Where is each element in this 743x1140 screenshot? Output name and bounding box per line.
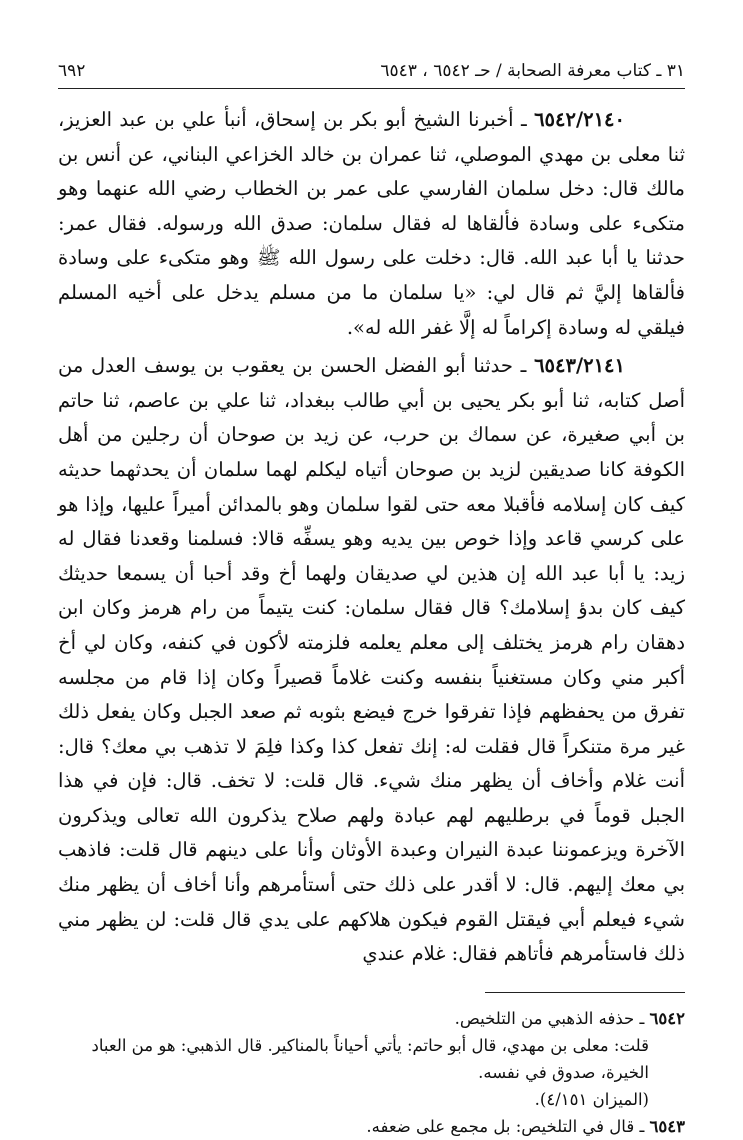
hadith-paragraph: [58, 103, 685, 345]
footnote-number: ٦٥٤٢: [649, 1008, 685, 1028]
page-number: ٦٩٢: [58, 61, 86, 81]
main-text: [58, 103, 685, 972]
footnote-line: [58, 1005, 685, 1032]
running-title: ٣١ ـ كتاب معرفة الصحابة / حـ ٦٥٤٢ ، ٦٥٤٣: [380, 61, 685, 81]
hadith-number: ٦٥٤٣/٢١٤١: [534, 354, 625, 378]
footnote-text: ـ حذفه الذهبي من التلخيص.: [454, 1008, 650, 1028]
footnote-divider: [485, 992, 685, 993]
footnote-citation: (الميزان ٤/١٥١).: [534, 1089, 649, 1109]
footnote-line: قلت: معلى بن مهدي، قال أبو حاتم: يأتي أحياناً بالمناكير. قال الذهبي: هو من العباد الخيرة، صدوق في نفسه.: [91, 1035, 649, 1082]
footnote-line: [58, 1113, 685, 1140]
page-header: [58, 58, 685, 89]
book-page: [58, 58, 685, 1136]
hadith-text: ـ حدثنا أبو الفضل الحسن بن يعقوب بن يوسف العدل من أصل كتابه، ثنا أبو بكر يحيى بن أبي طالب ببغداد، ثنا علي بن عاصم، ثنا حاتم بن أبي صغيرة، عن سماك بن حرب، عن زيد بن صوحان أن رجلين من أهل الكوفة كانا صديقين لزيد بن صوحان أتياه ليكلم لهما سلمان أن يحدثهما حديثه كيف كان إسلامه فأقبلا معه حتى لقوا سلمان وهو بالمدائن أميراً عليها، وإذا هو على كرسي قاعد وإذا خوص بين يديه وهو يسفِّه قالا: فسلمنا وقعدنا فقال له زيد: يا أبا عبد الله إن هذين لي صديقان ولهما أخ وقد أحبا أن يسمعا حديثك كيف كان بدؤ إسلامك؟ قال فقال سلمان: كنت يتيماً من رام هرمز وكان ابن دهقان رام هرمز يختلف إلى معلم يعلمه فلزمته لأكون في كنفه، وكان لي أخ أكبر مني وكان مستغنياً بنفسه وكنت غلاماً قصيراً وكان إذا قام من مجلسه تفرق من يحفظهم فإذا تفرقوا خرج فيضع بثوبه ثم صعد الجبل وكان يفعل ذلك غير مرة متنكراً قال فقلت له: إنك تفعل كذا وكذا فلِمَ لا تذهب بي معك؟ قال: أنت غلام وأخاف أن يظهر منك شيء. قال قلت: لا تخف. قال: فإن في هذا الجبل قوماً في برطليهم لهم عبادة ولهم صلاح يذكرون الله تعالى ويذكرون الآخرة ويزعموننا عبدة النيران وعبدة الأوثان وأنا على دينهم قال قلت: فاذهب بي معك إليهم. قال: لا أقدر على ذلك حتى أستأمرهم وأنا أخاف أن يظهر منك شيء فيعلم أبي فيقتل القوم فيكون هلاكهم على يدي قال قلت: لن يظهر مني ذلك فاستأمرهم فأتاهم فقال: غلام عندي: [58, 354, 685, 966]
footnote-text: ـ قال في التلخيص: بل مجمع على ضعفه.: [366, 1116, 650, 1136]
footnote-number: ٦٥٤٣: [649, 1116, 685, 1136]
hadith-text: ـ أخبرنا الشيخ أبو بكر بن إسحاق، أنبأ علي بن عبد العزيز، ثنا معلى بن مهدي الموصلي، ثنا عمران بن خالد الخزاعي البناني، عن أنس بن مالك قال: دخل سلمان الفارسي على عمر بن الخطاب رضي الله عنهما وهو متكىء على وسادة فألقاها له فقال سلمان: صدق الله ورسوله. فقال عمر: حدثنا يا أبا عبد الله. قال: دخلت على رسول الله ﷺ وهو متكىء على وسادة فألقاها إليَّ ثم قال لي: «يا سلمان ما من مسلم يدخل على أخيه المسلم فيلقي له وسادة إكراماً له إلَّا غفر الله له».: [58, 108, 685, 339]
hadith-number: ٦٥٤٢/٢١٤٠: [534, 108, 625, 131]
hadith-paragraph: [58, 349, 685, 972]
footnotes: [58, 1005, 685, 1140]
